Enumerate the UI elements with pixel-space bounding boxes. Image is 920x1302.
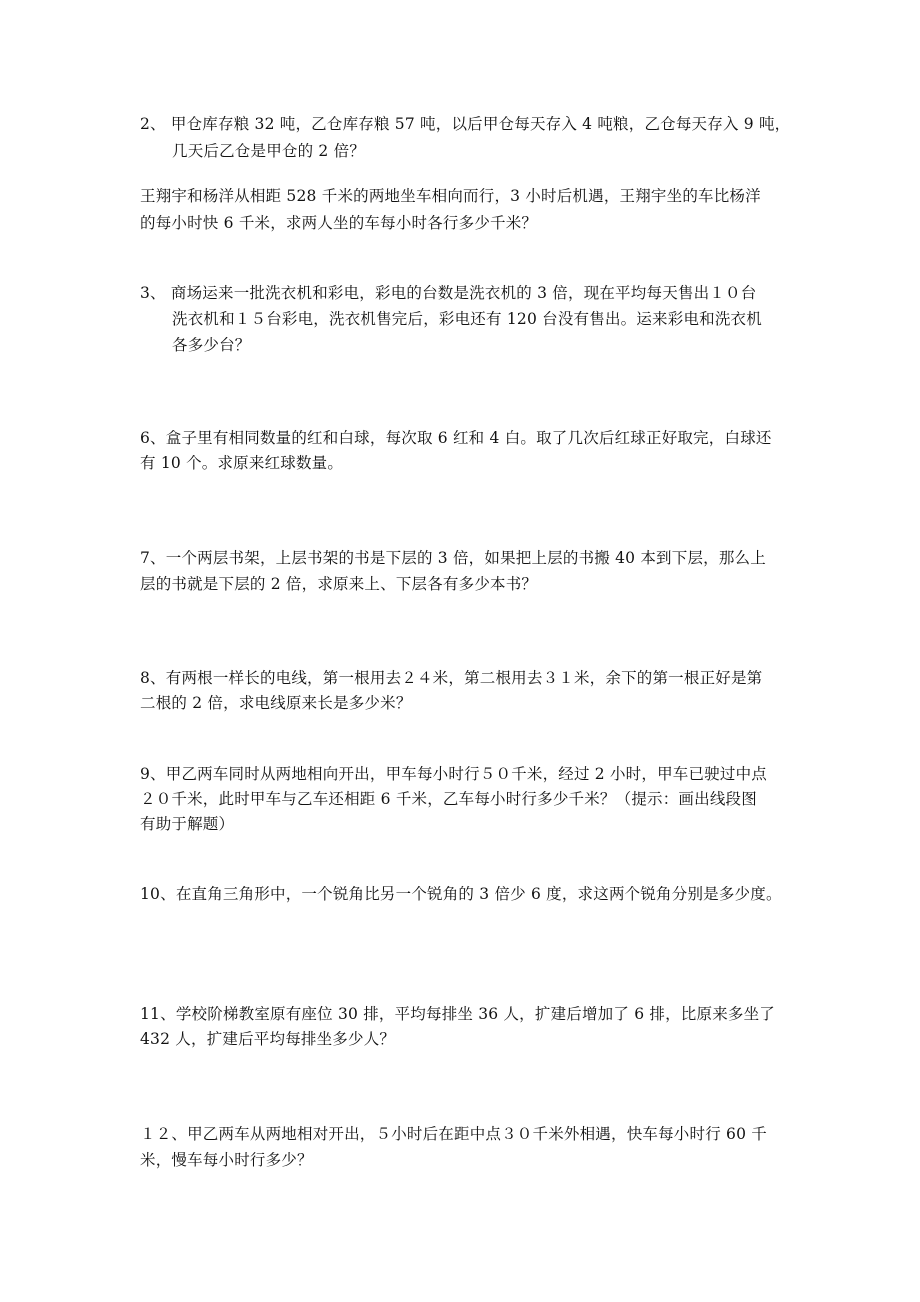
problem-3-line-2: 洗衣机和１５台彩电，洗衣机售完后，彩电还有 120 台没有售出。运来彩电和洗衣机 <box>172 310 762 328</box>
problem-10-line-1: 10、在直角三角形中，一个锐角比另一个锐角的 3 倍少 6 度，求这两个锐角分别是多少度。 <box>140 885 782 903</box>
problem-12-line-2: 米，慢车每小时行多少？ <box>140 1151 313 1169</box>
problem-12-line-1: １２、甲乙两车从两地相对开出，５小时后在距中点３０千米外相遇，快车每小时行 60 千 <box>140 1125 767 1143</box>
problem-8-line-2: 二根的 2 倍，求电线原来长是多少米？ <box>140 694 412 712</box>
problem-6-line-1: 6、盒子里有相同数量的红和白球，每次取 6 红和 4 白。取了几次后红球正好取完，白球还 <box>140 429 772 447</box>
problem-3-line-3: 各多少台？ <box>172 336 251 354</box>
problem-7-line-2: 层的书就是下层的 2 倍，求原来上、下层各有多少本书？ <box>140 575 538 593</box>
problem-3-line-1: 3、 商场运来一批洗衣机和彩电，彩电的台数是洗衣机的 3 倍，现在平均每天售出１０台 <box>140 284 757 302</box>
problem-2-line-1: 2、 甲仓库存粮 32 吨，乙仓库存粮 57 吨，以后甲仓每天存入 4 吨粮，乙仓每天存入 9 吨， <box>140 115 791 133</box>
problem-2-line-2: 几天后乙仓是甲仓的 2 倍？ <box>172 142 366 160</box>
problem-9-line-1: 9、甲乙两车同时从两地相向开出，甲车每小时行５０千米，经过 2 小时，甲车已驶过中点 <box>140 765 767 783</box>
problem-11-line-2: 432 人，扩建后平均每排坐多少人？ <box>140 1030 396 1048</box>
problem-9-line-3: 有助于解题） <box>140 815 235 833</box>
problem-8-line-1: 8、有两根一样长的电线，第一根用去２４米，第二根用去３１米，余下的第一根正好是第 <box>140 669 763 687</box>
problem-11-line-1: 11、学校阶梯教室原有座位 30 排，平均每排坐 36 人，扩建后增加了 6 排，比原来多坐了 <box>140 1005 775 1023</box>
problem-6-line-2: 有 10 个。求原来红球数量。 <box>140 454 344 472</box>
problem-7-line-1: 7、一个两层书架，上层书架的书是下层的 3 倍，如果把上层的书搬 40 本到下层，那么上 <box>140 549 766 567</box>
problem-travel-line-2: 的每小时快 6 千米，求两人坐的车每小时各行多少千米？ <box>140 214 538 232</box>
problem-9-line-2: ２０千米，此时甲车与乙车还相距 6 千米，乙车每小时行多少千米？（提示：画出线段图 <box>140 790 757 808</box>
problem-travel-line-1: 王翔宇和杨洋从相距 528 千米的两地坐车相向而行，3 小时后机遇，王翔宇坐的车比杨洋 <box>140 187 761 205</box>
